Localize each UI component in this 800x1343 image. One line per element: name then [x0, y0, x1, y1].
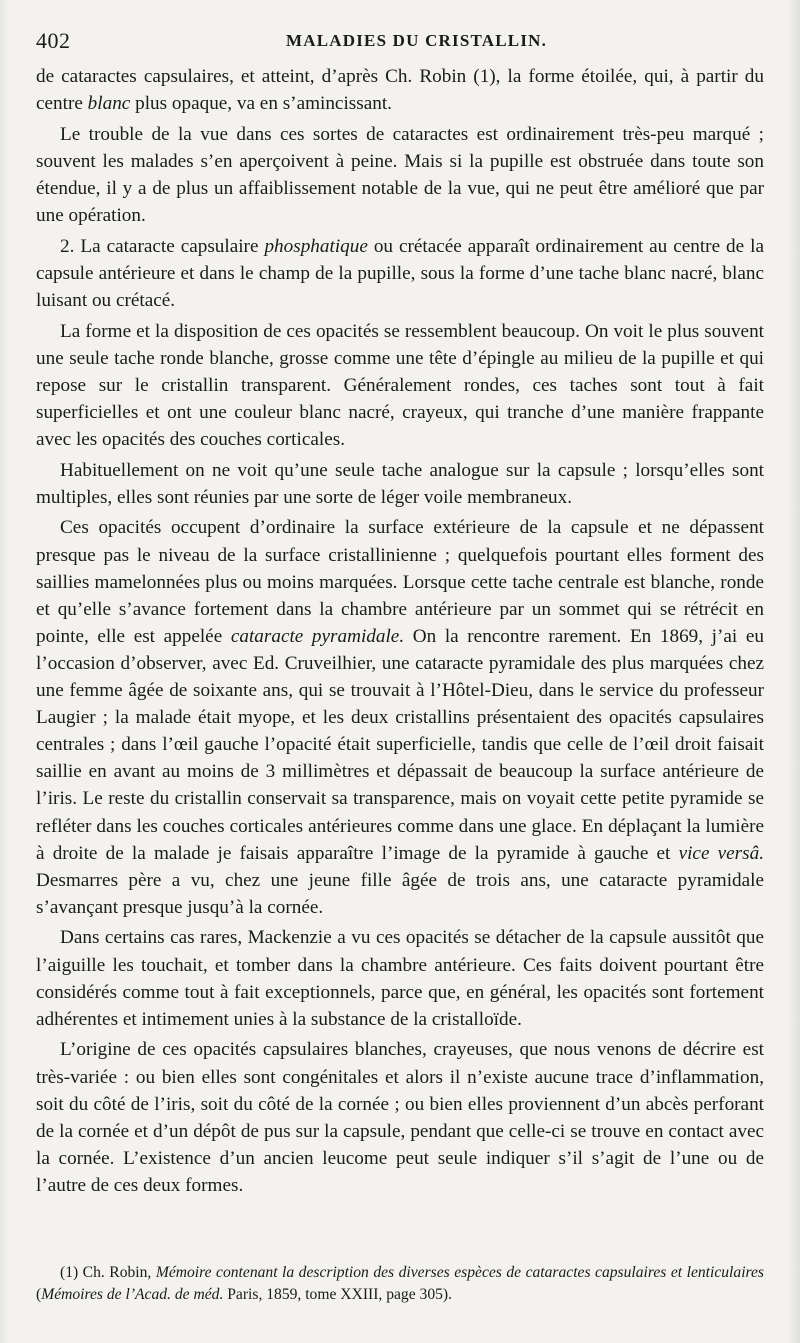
- page-edge-shadow-left: [0, 0, 10, 1343]
- text-run: L’origine de ces opacités capsulaires blanches, crayeuses, que nous venons de décrire est très-variée : ou bien elles sont congénitales et alors il n’existe aucune trace d’inflammation, soit du côté de l’iris, soit du côté de la cornée ; ou bien elles proviennent d’un abcès perforant de la cornée et d’un dépôt de pus sur la capsule, pendant que celle-ci se trouve en contact avec la cornée. L’existence d’un ancien leucome peut seule indiquer s’il s’agit de l’une ou de l’autre de ces deux formes.: [36, 1039, 764, 1196]
- page-edge-shadow-right: [788, 0, 800, 1343]
- text-run: Dans certains cas rares, Mackenzie a vu ces opacités se détacher de la capsule aussitôt que l’aiguille les touchait, et tomber dans la chambre antérieure. Ces faits doivent pourtant être considérés comme tout à fait exceptionnels, parce que, en général, les opacités sont fortement adhérentes et intimement unies à la substance de la cristalloïde.: [36, 927, 764, 1030]
- body-text: [36, 63, 764, 1203]
- italic-text-run: Mémoires de l’Acad. de méd.: [41, 1286, 224, 1303]
- text-run: plus opaque, va en s’amincissant.: [130, 93, 392, 115]
- paragraph: [36, 1036, 764, 1199]
- italic-text-run: cataracte pyramidale.: [230, 625, 405, 647]
- text-run: Desmarres père a vu, chez une jeune fille âgée de trois ans, une cataracte pyramidale s’avançant presque jusqu’à la cornée.: [36, 869, 764, 918]
- italic-text-run: phosphatique: [264, 235, 368, 257]
- text-run: Le trouble de la vue dans ces sortes de cataractes est ordinairement très-peu marqué ; souvent les malades s’en aperçoivent à peine. Mais si la pupille est obstruée dans toute son étendue, il y a de plus un affaiblissement notable de la vue, qui ne peut être amélioré que par une opération.: [36, 123, 764, 227]
- italic-text-run: blanc: [87, 93, 131, 115]
- paragraph: [36, 318, 764, 453]
- paragraph: [36, 63, 764, 117]
- text-run: On la rencontre rarement. En 1869, j’ai eu l’occasion d’observer, avec Ed. Cruveilhier, une cataracte pyramidale des plus marquées chez une femme âgée de soixante ans, qui se trouvait à l’Hôtel-Dieu, dans le service du professeur Laugier ; la malade était myope, et les deux cristallins présentaient des opacités capsulaires centrales ; dans l’œil gauche l’opacité était superficielle, tandis que celle de l’œil droit faisait saillie en avant au moins de 3 millimètres et dépassait de beaucoup la surface antérieure de l’iris. Le reste du cristallin conservait sa transparence, mais on voyait cette petite pyramide se refléter dans les couches corticales antérieures comme dans une glace. En déplaçant la lumière à droite de la malade je faisais apparaître l’image de la pyramide à gauche et: [36, 625, 764, 864]
- paragraph: [36, 924, 764, 1032]
- text-run: ou crétacée apparaît ordinairement au centre de la capsule antérieure et dans le champ de la pupille, sous la forme d’une tache blanc nacré, blanc luisant ou crétacé.: [36, 235, 764, 311]
- footnote: [36, 1262, 764, 1306]
- text-run: de cataractes capsulaires, et atteint, d’après Ch. Robin (1), la forme étoilée, qui, à partir du centre: [36, 66, 764, 115]
- paragraph: [36, 233, 764, 314]
- text-run: Ces opacités occupent d’ordinaire la surface extérieure de la capsule et ne dépassent presque pas le niveau de la surface cristallinienne ; quelquefois pourtant elles forment des saillies mamelonnées plus ou moins marquées. Lorsque cette tache centrale est blanche, ronde et qu’elle s’avance fortement dans la chambre antérieure par un sommet qui se rétrécit en pointe, elle est appelée: [36, 517, 764, 647]
- text-run: (1) Ch. Robin,: [60, 1264, 156, 1281]
- text-run: 2. La cataracte capsulaire: [60, 235, 265, 257]
- paragraph: [36, 514, 764, 920]
- paragraph: [36, 121, 764, 229]
- page-header: [36, 28, 774, 58]
- italic-text-run: Mémoire contenant la description des diverses espèces de cataractes capsulaires et lenticulaires: [155, 1264, 765, 1281]
- text-run: La forme et la disposition de ces opacités se ressemblent beaucoup. On voit le plus souvent une seule tache ronde blanche, grosse comme une tête d’épingle au milieu de la pupille et qui repose sur le cristallin transparent. Généralement rondes, ces taches sont tout à fait superficielles et ont une couleur blanc nacré, crayeux, qui tranche d’une manière frappante avec les opacités des couches corticales.: [36, 320, 764, 450]
- paragraph: [36, 457, 764, 511]
- text-run: Paris, 1859, tome XXIII, page 305).: [223, 1286, 453, 1303]
- text-run: Habituellement on ne voit qu’une seule tache analogue sur la capsule ; lorsqu’elles sont multiples, elles sont réunies par une sorte de léger voile membraneux.: [36, 459, 764, 508]
- text-run: (: [36, 1286, 42, 1303]
- italic-text-run: vice versâ.: [678, 842, 764, 864]
- running-head: MALADIES DU CRISTALLIN.: [286, 31, 548, 50]
- page-number: 402: [36, 28, 71, 53]
